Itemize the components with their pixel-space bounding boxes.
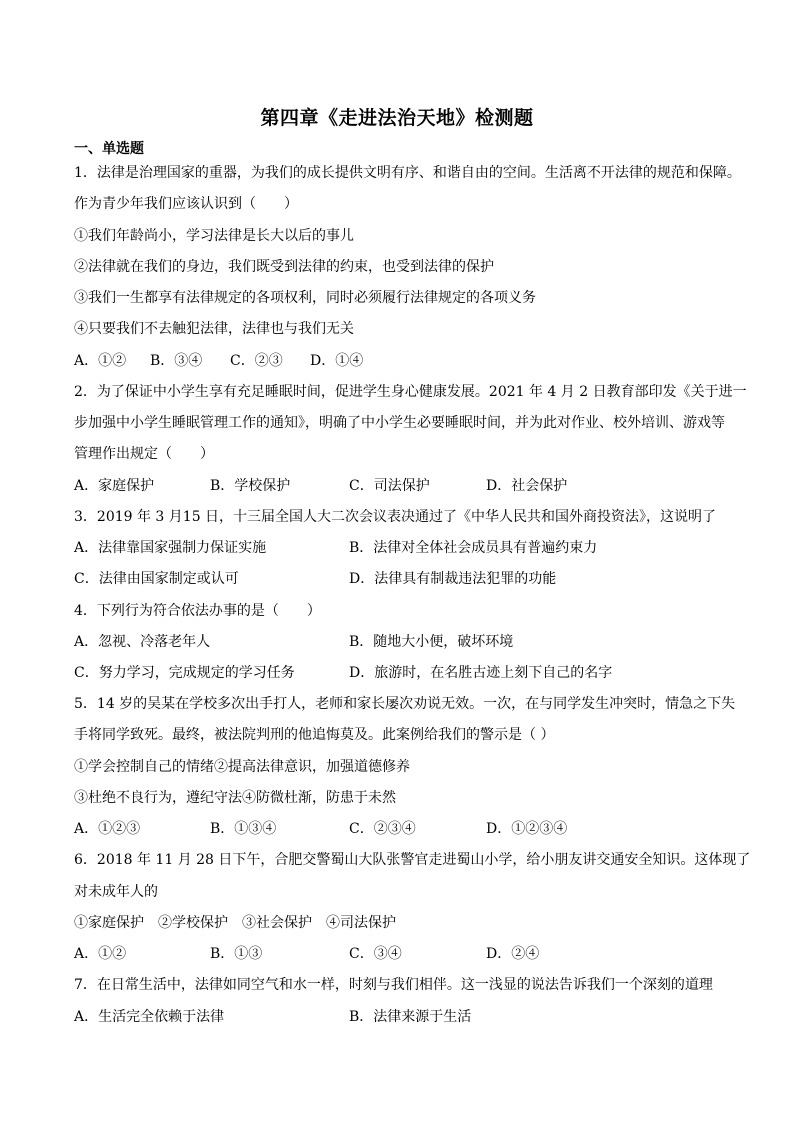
question-5-statement-1: ①学会控制自己的情绪②提高法律意识，加强道德修养 (74, 759, 410, 775)
question-1-line-2: 作为青少年我们应该认识到（ ） (74, 196, 298, 212)
option-b: B．法律来源于生活 (349, 1009, 472, 1025)
option-d: D．旅游时，在名胜古迹上刻下自己的名字 (349, 665, 613, 681)
option-c: C．③④ (349, 946, 402, 962)
option-a: A．忽视、冷落老年人 (74, 634, 211, 650)
question-2-line-2: 步加强中小学生睡眠管理工作的通知》，明确了中小学生必要睡眠时间，并为此对作业、校外培训、游戏等 (74, 415, 725, 431)
option-a: A．①② (74, 946, 127, 962)
question-1-statement-2: ②法律就在我们的身边，我们既受到法律的约束，也受到法律的保护 (74, 259, 494, 275)
option-d: D．社会保护 (486, 478, 568, 494)
question-6-statement-1: ①家庭保护 ②学校保护 ③社会保护 ④司法保护 (74, 915, 396, 931)
question-5-statement-2: ③杜绝不良行为，遵纪守法④防微杜渐，防患于未然 (74, 790, 396, 806)
page-title: 第四章《走进法治天地》检测题 (260, 107, 534, 129)
question-5-line-2: 手将同学致死。最终，被法院判刑的他追悔莫及。此案例给我们的警示是（ ） (74, 727, 555, 743)
question-3-line-1: 3．2019 年 3 月15 日，十三届全国人大二次会议表决通过了《中华人民共和国外商投资法》，这说明了 (74, 509, 717, 525)
option-c: C．②③ (230, 353, 283, 369)
question-4-line-1: 4．下列行为符合依法办事的是（ ） (74, 603, 321, 619)
question-6-options (74, 945, 734, 963)
question-1-statement-3: ③我们一生都享有法律规定的各项权利，同时必须履行法律规定的各项义务 (74, 290, 536, 306)
option-c: C．②③④ (349, 821, 416, 837)
question-5-line-1: 5．14 岁的吴某在学校多次出手打人，老师和家长屡次劝说无效。一次，在与同学发生冲突时，情急之下失 (74, 696, 736, 712)
option-a: A．家庭保护 (74, 478, 155, 494)
option-a: A．生活完全依赖于法律 (74, 1009, 225, 1025)
option-b: B．学校保护 (210, 478, 291, 494)
option-b: B．随地大小便，破坏环境 (349, 634, 514, 650)
question-4-options-row-2 (74, 664, 734, 682)
option-a: A．①② (74, 353, 127, 369)
option-a: A．法律靠国家强制力保证实施 (74, 540, 267, 556)
question-1-options (74, 352, 734, 370)
question-3-options-row-2 (74, 570, 734, 588)
question-6-line-2: 对未成年人的 (74, 884, 158, 900)
question-2-options (74, 477, 734, 495)
question-2-line-3: 管理作出规定（ ） (74, 446, 214, 462)
option-d: D．①④ (310, 353, 364, 369)
question-1-statement-1: ①我们年龄尚小，学习法律是长大以后的事儿 (74, 228, 354, 244)
option-d: D．法律具有制裁违法犯罪的功能 (349, 571, 557, 587)
option-c: C．努力学习，完成规定的学习任务 (74, 665, 295, 681)
question-4-options-row-1 (74, 633, 734, 651)
option-b: B．①③ (210, 946, 263, 962)
option-c: C．司法保护 (349, 478, 430, 494)
question-1-line-1: 1．法律是治理国家的重器，为我们的成长提供文明有序、和谐自由的空间。生活离不开法律的规范和保障。 (74, 165, 741, 181)
section-heading: 一、单选题 (74, 141, 144, 157)
question-7-line-1: 7．在日常生活中，法律如同空气和水一样，时刻与我们相伴。这一浅显的说法告诉我们一个深刻的道理 (74, 977, 713, 993)
option-b: B．③④ (150, 353, 203, 369)
option-a: A．①②③ (74, 821, 141, 837)
option-c: C．法律由国家制定或认可 (74, 571, 239, 587)
question-3-options-row-1 (74, 539, 734, 557)
question-2-line-1: 2．为了保证中小学生享有充足睡眠时间，促进学生身心健康发展。2021 年 4 月 2 日教育部印发《关于进一 (74, 384, 747, 400)
question-7-options-row-1 (74, 1008, 734, 1026)
option-d: D．①②③④ (486, 821, 568, 837)
question-5-options (74, 820, 734, 838)
option-d: D．②④ (486, 946, 540, 962)
option-b: B．①③④ (210, 821, 277, 837)
question-1-statement-4: ④只要我们不去触犯法律，法律也与我们无关 (74, 321, 354, 337)
option-b: B．法律对全体社会成员具有普遍约束力 (349, 540, 598, 556)
question-6-line-1: 6．2018 年 11 月 28 日下午，合肥交警蜀山大队张警官走进蜀山小学，给小朋友讲交通安全知识。这体现了 (74, 852, 751, 868)
